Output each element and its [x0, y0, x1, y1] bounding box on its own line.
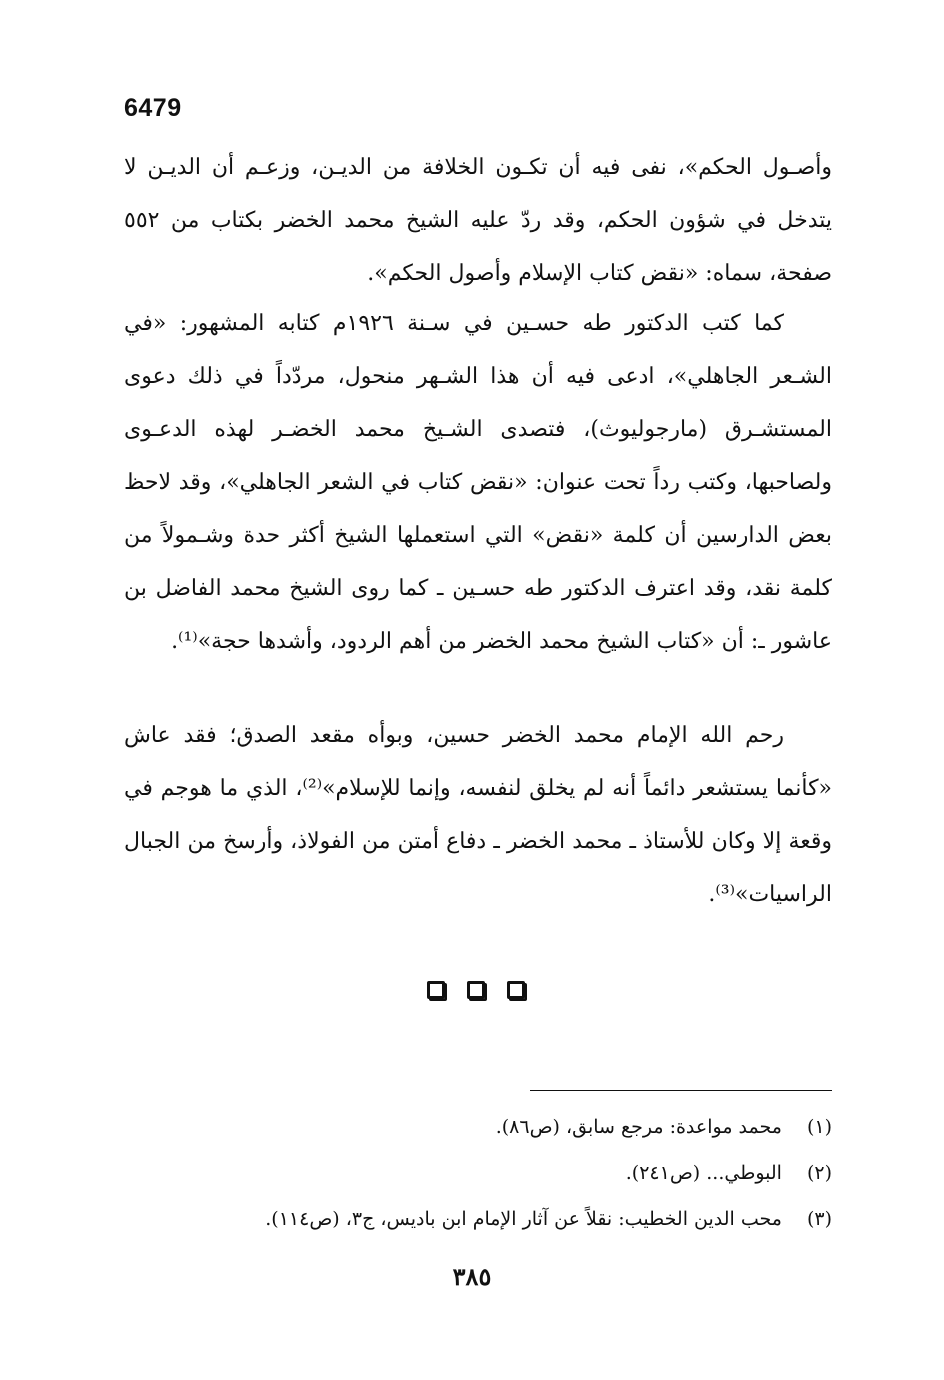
paragraph-text: وأصـول الحكم»، نفى فيه أن تكـون الخلافة من الديـن، وزعـم أن الديـن لا يتدخل في شؤون الحكم، وقد ردّ عليه الشيخ محمد الخضر بكتاب من ٥٥٢ صفحة، سماه: «نقض كتاب الإسلام وأصول الحكم».: [124, 155, 832, 286]
footnote-number: (١): [806, 1116, 832, 1138]
footnote-number: (٣): [806, 1208, 832, 1230]
footnote-number: (٢): [806, 1162, 832, 1184]
footnote-separator: [530, 1090, 832, 1091]
document-id: 6479: [124, 94, 182, 122]
body-paragraph-1: [124, 141, 832, 300]
footnote-2: [124, 1150, 832, 1196]
paragraph-text: رحم الله الإمام محمد الخضر حسين، وبوأه مقعد الصدق؛ فقد عاش «كأنما يستشعر دائماً أنه لم يخلق لنفسه، وإنما للإسلام»⁽²⁾، الذي ما هوجم في وقعة إلا وكان للأستاذ ـ محمد الخضر ـ دفاع أمتن من الفولاذ، وأرسخ من الجبال الراسيات»⁽³⁾.: [124, 723, 833, 907]
footnote-1: [124, 1104, 832, 1150]
square-ornament-icon: [427, 981, 445, 999]
footnote-text: محمد مواعدة: مرجع سابق، (ص٨٦).: [495, 1116, 782, 1138]
body-paragraph-2: [124, 297, 832, 668]
footnotes: [124, 1104, 832, 1242]
square-ornament-icon: [507, 981, 525, 999]
footnote-text: البوطي... (ص٢٤١).: [625, 1162, 782, 1184]
paragraph-text: كما كتب الدكتور طه حسـين في سـنة ١٩٢٦م كتابه المشهور: «في الشـعر الجاهلي»، ادعى فيه أن هذا الشـهر منحول، مردّداً في ذلك دعوى المستشـرق (مارجوليوث)، فتصدى الشـيخ محمد الخضـر لهذه الدعـوى ولصاحبها، وكتب رداً تحت عنوان: «نقض كتاب في الشعر الجاهلي»، وقد لاحظ بعض الدارسين أن كلمة «نقض» التي استعملها الشيخ أكثر حدة وشـمولاً من كلمة نقد، وقد اعترف الدكتور طه حسـين ـ كما روى الشيخ محمد الفاضل بن عاشور ـ: أن «كتاب الشيخ محمد الخضر من أهم الردود، وأشدها حجة»⁽¹⁾.: [124, 311, 832, 654]
footnote-text: محب الدين الخطيب: نقلاً عن آثار الإمام ابن باديس، ج٣، (ص١١٤).: [265, 1208, 782, 1230]
footnote-3: [124, 1196, 832, 1242]
square-ornament-icon: [467, 981, 485, 999]
section-divider-ornament: [427, 981, 525, 999]
page-number: ٣٨٥: [452, 1262, 492, 1291]
body-paragraph-3: [124, 709, 832, 921]
